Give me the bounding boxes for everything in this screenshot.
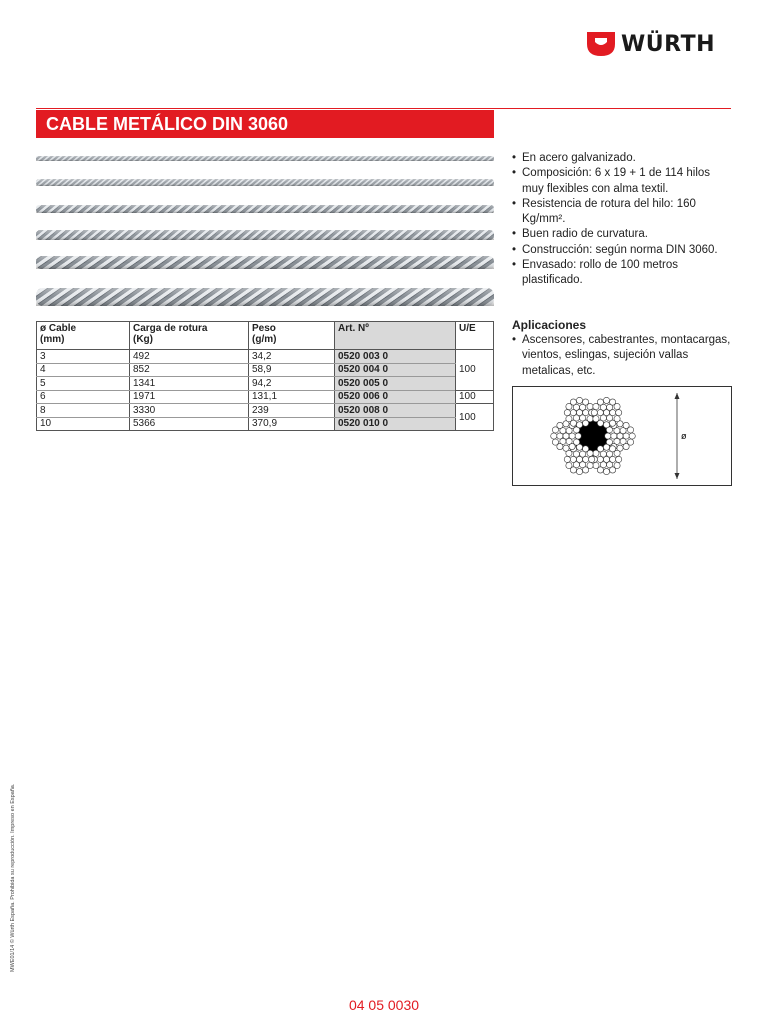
brand-name: WÜRTH [621,31,716,57]
cell-ue: 100 [456,350,494,391]
cell-weight: 34,2 [249,350,335,364]
cell-diameter: 6 [37,390,130,404]
feature-item: • Resistencia de rotura del hilo: 160 Kg/mm². [512,197,732,228]
copyright-note: MWE01/14 © Würth España. Prohibida su reproducción. Impreso en España. [10,783,16,972]
cell-ue: 100 [456,404,494,431]
feature-item: • Composición: 6 x 19 + 1 de 114 hilos muy flexibles con alma textil. [512,166,732,197]
applications-text: • Ascensores, cabestrantes, montacargas, vientos, eslingas, sujeción vallas metalicas, etc. [512,333,732,379]
cross-section-diagram [512,386,732,486]
feature-item: • Construcción: según norma DIN 3060. [512,243,732,258]
cell-diameter: 5 [37,377,130,391]
cable-3mm [36,156,494,161]
header-diameter: ø Cable (mm) [37,322,130,350]
cell-article: 0520 006 0 [335,390,456,404]
cell-article: 0520 010 0 [335,417,456,431]
cell-load: 1971 [130,390,249,404]
header-weight: Peso (g/m) [249,322,335,350]
cell-diameter: 8 [37,404,130,418]
wurth-logo [585,28,715,60]
table-row [37,417,494,431]
cell-load: 1341 [130,377,249,391]
cable-10mm [36,288,494,306]
cable-cross-section-image [513,387,731,485]
table-row [37,404,494,418]
cell-weight: 131,1 [249,390,335,404]
cell-weight: 370,9 [249,417,335,431]
wurth-logo-icon [585,28,617,60]
header-load: Carga de rotura (Kg) [130,322,249,350]
table-header-row [37,322,494,350]
table-row [37,350,494,364]
cable-5mm [36,205,494,213]
features-list [512,151,732,289]
cell-diameter: 10 [37,417,130,431]
cell-weight: 239 [249,404,335,418]
page-number: 04 05 0030 [348,997,420,1013]
header-divider [36,108,731,109]
specifications-table [36,321,494,431]
table-row [37,377,494,391]
cable-6mm [36,230,494,240]
page-title: CABLE METÁLICO DIN 3060 [46,114,289,134]
cell-article: 0520 008 0 [335,404,456,418]
cable-8mm [36,256,494,269]
feature-item: • En acero galvanizado. [512,151,732,166]
cell-article: 0520 004 0 [335,363,456,377]
cell-load: 492 [130,350,249,364]
feature-item: • Buen radio de curvatura. [512,227,732,242]
cell-weight: 58,9 [249,363,335,377]
cell-article: 0520 003 0 [335,350,456,364]
cell-weight: 94,2 [249,377,335,391]
cable-4mm [36,179,494,186]
header-article: Art. Nº [335,322,456,350]
cell-article: 0520 005 0 [335,377,456,391]
cable-samples-image [36,146,494,314]
table-row [37,363,494,377]
cell-ue: 100 [456,390,494,404]
cell-diameter: 4 [37,363,130,377]
feature-item: • Envasado: rollo de 100 metros plastificado. [512,258,732,289]
diameter-label: ø [681,431,687,441]
cell-diameter: 3 [37,350,130,364]
cell-load: 3330 [130,404,249,418]
applications-heading: Aplicaciones [512,318,587,332]
title-bar [36,110,494,138]
cell-load: 5366 [130,417,249,431]
cell-load: 852 [130,363,249,377]
table-row [37,390,494,404]
header-ue: U/E [456,322,494,350]
